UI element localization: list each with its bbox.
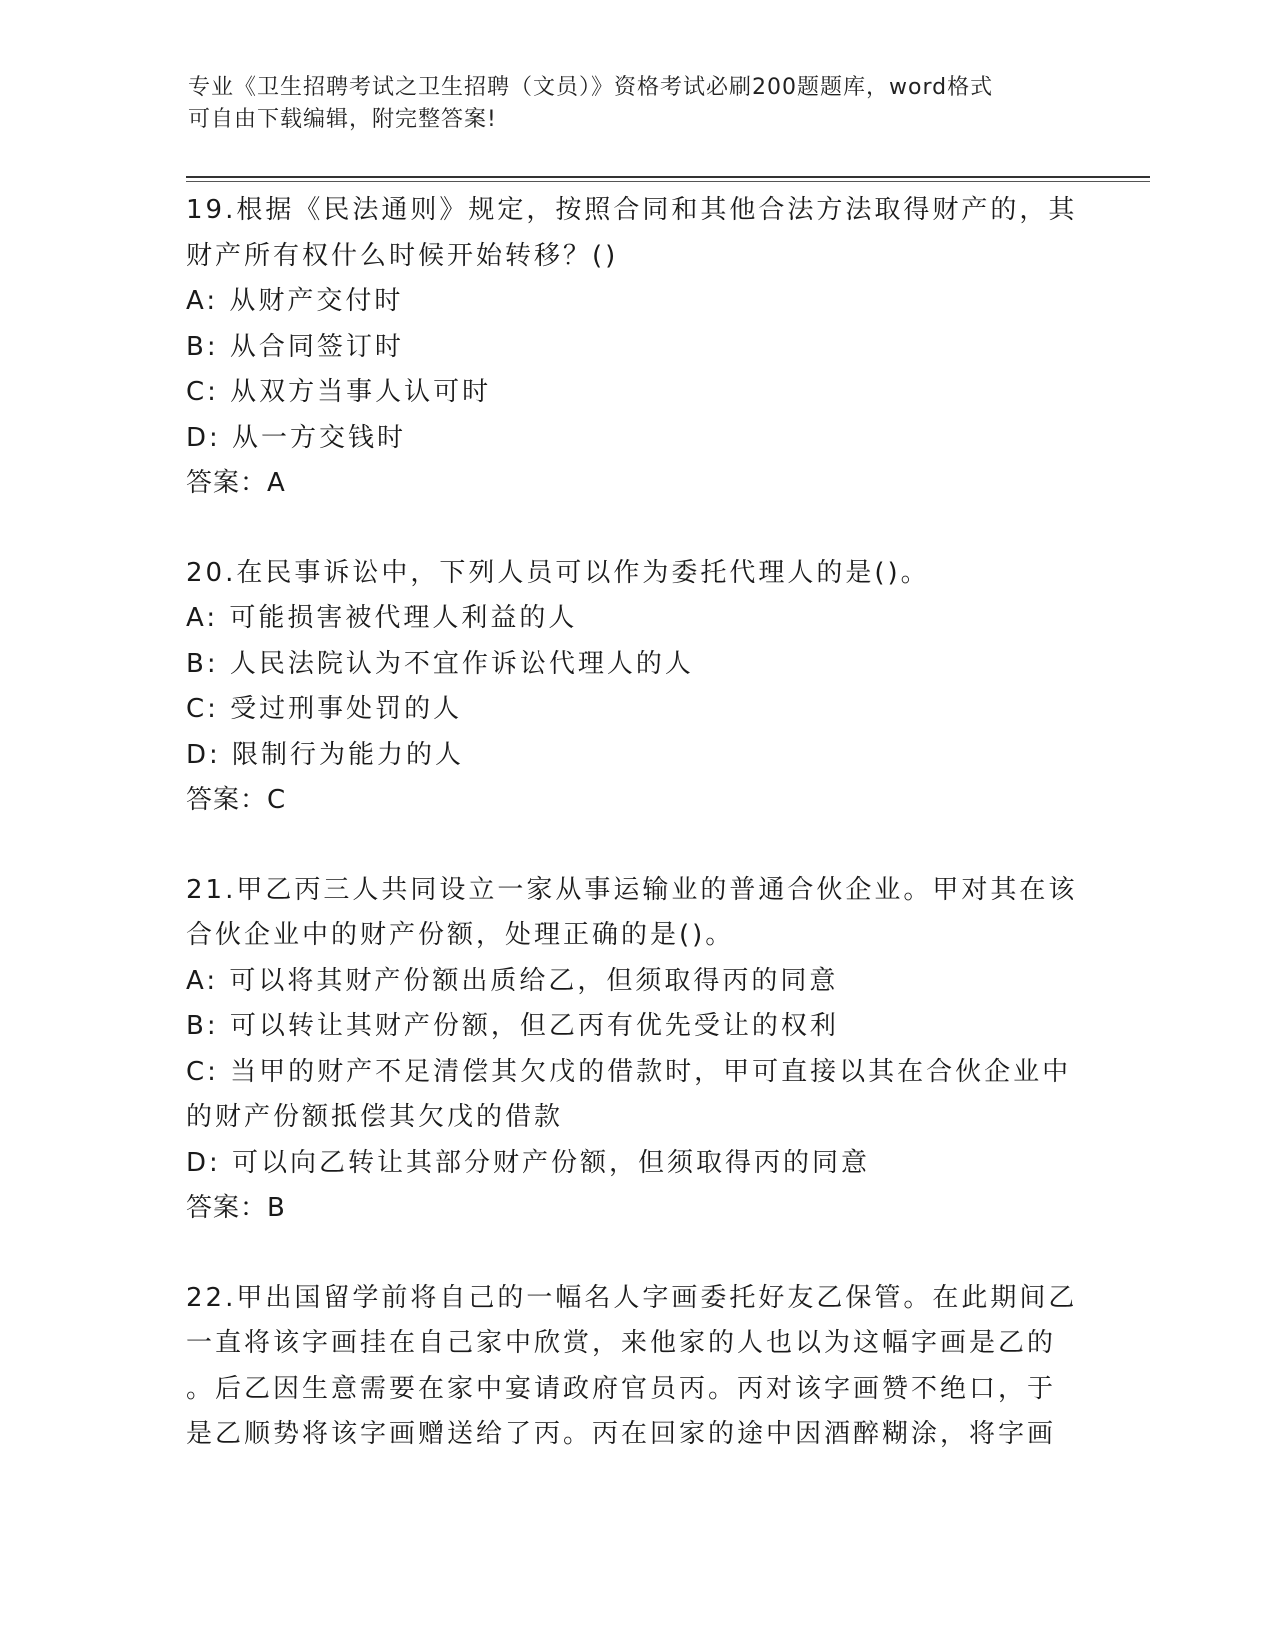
option-line: B: 可以转让其财产份额，但乙丙有优先受让的权利 [186,1011,839,1041]
question-block [186,188,1086,507]
answer-line: 答案：A [186,468,286,498]
question-stem-line: 。后乙因生意需要在家中宴请政府官员丙。丙对该字画赞不绝口，于 [186,1373,1057,1404]
question-block [186,551,1086,824]
option-line: C: 当甲的财产不足清偿其欠戊的借款时，甲可直接以其在合伙企业中 [186,1056,1072,1087]
question-stem-line: 合伙企业中的财产份额，处理正确的是()。 [186,920,735,950]
option-line: B: 人民法院认为不宜作诉讼代理人的人 [186,648,694,679]
page-header [188,72,1088,136]
option-line: A: 可以将其财产份额出质给乙，但须取得丙的同意 [186,965,839,996]
question-stem-line: 20.在民事诉讼中，下列人员可以作为委托代理人的是()。 [186,557,930,588]
question-stem-line: 21.甲乙丙三人共同设立一家从事运输业的普通合伙企业。甲对其在该 [186,874,1078,905]
question-stem-line: 22.甲出国留学前将自己的一幅名人字画委托好友乙保管。在此期间乙 [186,1282,1078,1313]
question-block [186,1276,1086,1458]
question-stem-line: 是乙顺势将该字画赠送给了丙。丙在回家的途中因酒醉糊涂，将字画 [186,1419,1057,1449]
option-line: D: 限制行为能力的人 [186,739,465,770]
option-line: B: 从合同签订时 [186,331,404,362]
header-line-1: 专业《卫生招聘考试之卫生招聘（文员）》资格考试必刷200题题库，word格式 [188,75,994,100]
option-line: C: 从双方当事人认可时 [186,377,492,407]
option-line: D: 可以向乙转让其部分财产份额，但须取得丙的同意 [186,1147,871,1178]
answer-line: 答案：B [186,1193,286,1223]
option-line: A: 可能损害被代理人利益的人 [186,603,578,633]
option-line: D: 从一方交钱时 [186,422,407,453]
option-line: A: 从财产交付时 [186,286,404,316]
header-rule-thin [186,181,1150,182]
option-line: C: 受过刑事处罚的人 [186,694,463,724]
header-line-2: 可自由下载编辑，附完整答案! [188,107,497,132]
option-line: 的财产份额抵偿其欠戊的借款 [186,1102,564,1132]
question-stem-line: 财产所有权什么时候开始转移？() [186,240,619,271]
question-list [186,188,1086,1502]
question-block [186,868,1086,1232]
answer-line: 答案：C [186,785,287,815]
question-stem-line: 一直将该字画挂在自己家中欣赏，来他家的人也以为这幅字画是乙的 [186,1328,1057,1358]
header-rule-thick [186,176,1150,178]
question-stem-line: 19.根据《民法通则》规定，按照合同和其他合法方法取得财产的，其 [186,195,1078,225]
